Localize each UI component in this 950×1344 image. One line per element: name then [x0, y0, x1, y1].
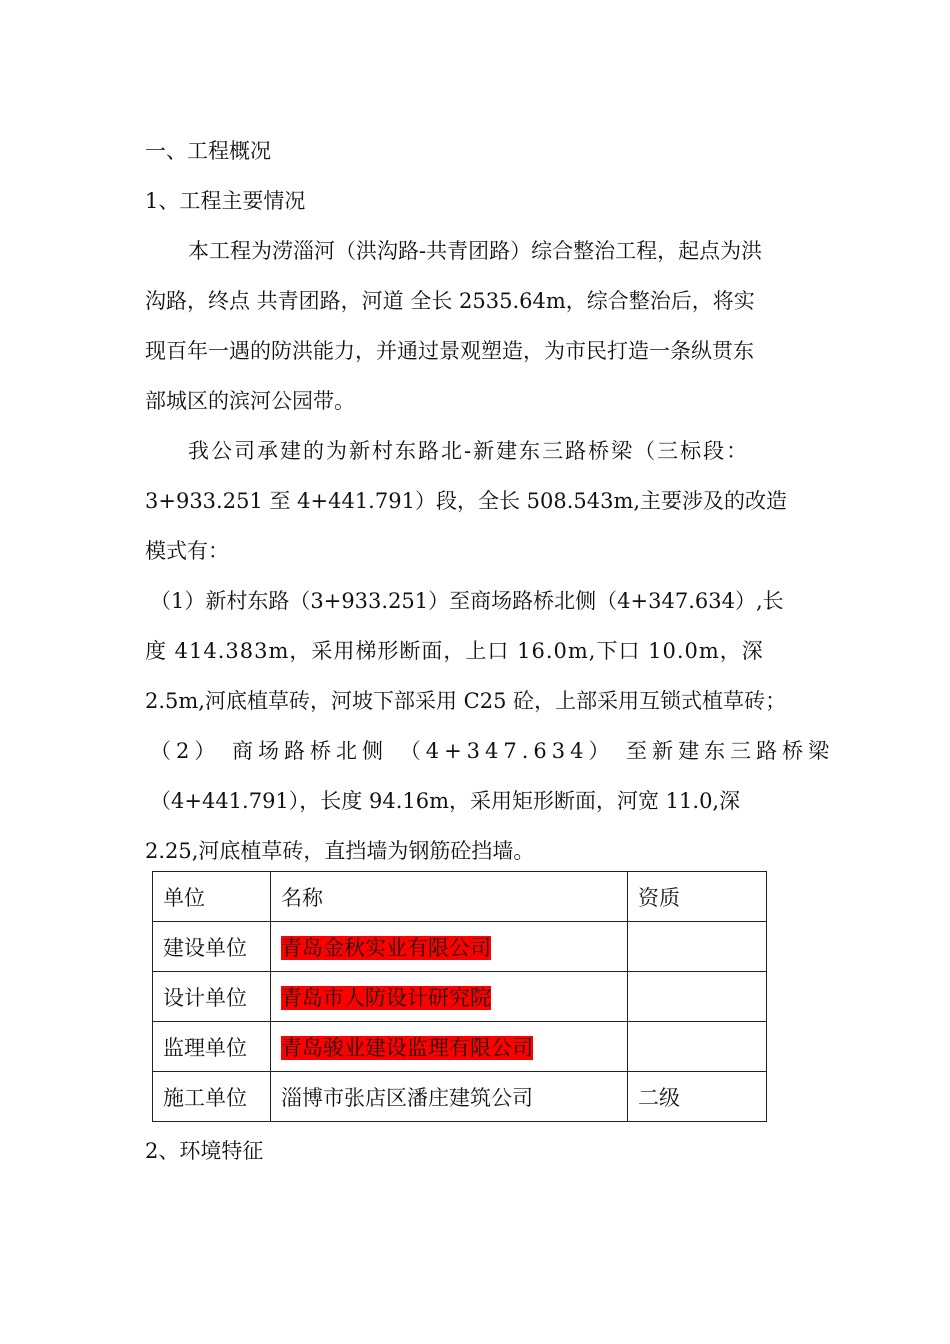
item-1-line-1: （1）新村东路（3+933.251）至商场路桥北侧（4+347.634）,长: [150, 589, 784, 613]
table-row: [153, 1072, 767, 1122]
table-header-cell: 名称: [271, 872, 628, 922]
unit-cell: 建设单位: [153, 922, 271, 972]
name-cell: [271, 972, 628, 1022]
paragraph-1-line-1: 本工程为涝淄河（洪沟路-共青团路）综合整治工程，起点为洪: [188, 239, 763, 263]
qualification-cell: [628, 922, 767, 972]
item-2-line-2: （4+441.791），长度 94.16m，采用矩形断面，河宽 11.0,深: [150, 789, 741, 813]
paragraph-1-line-2: 沟路，终点 共青团路，河道 全长 2535.64m，综合整治后，将实: [145, 289, 755, 313]
unit-cell: 施工单位: [153, 1072, 271, 1122]
paragraph-1-line-4: 部城区的滨河公园带。: [145, 389, 355, 413]
subsection-heading-2: 2、环境特征: [145, 1139, 264, 1163]
highlighted-name: 青岛市人防设计研究院: [281, 985, 491, 1010]
paragraph-2-line-3: 模式有：: [145, 539, 229, 563]
table-header-row: [153, 872, 767, 922]
paragraph-2-line-2: 3+933.251 至 4+441.791）段，全长 508.543m,主要涉及的改造: [145, 489, 788, 513]
paragraph-1-line-3: 现百年一遇的防洪能力，并通过景观塑造，为市民打造一条纵贯东: [145, 339, 754, 363]
paragraph-2-line-1: 我公司承建的为新村东路北-新建东三路桥梁（三标段：: [188, 439, 750, 463]
name-cell: [271, 922, 628, 972]
section-heading: 一、工程概况: [145, 139, 271, 163]
table-header-cell: 资质: [628, 872, 767, 922]
table-row: [153, 972, 767, 1022]
highlighted-name: 青岛骏业建设监理有限公司: [281, 1035, 533, 1060]
table-row: [153, 922, 767, 972]
unit-cell: 监理单位: [153, 1022, 271, 1072]
qualification-cell: 二级: [628, 1072, 767, 1122]
name-cell: [271, 1022, 628, 1072]
subsection-heading-1: 1、工程主要情况: [145, 189, 306, 213]
table-row: [153, 1022, 767, 1072]
item-1-line-3: 2.5m,河底植草砖，河坡下部采用 C25 砼，上部采用互锁式植草砖；: [145, 689, 787, 713]
name-cell: 淄博市张店区潘庄建筑公司: [271, 1072, 628, 1122]
item-2-line-1: （2） 商场路桥北侧 （4+347.634） 至新建东三路桥梁: [150, 739, 835, 763]
unit-cell: 设计单位: [153, 972, 271, 1022]
item-1-line-2: 度 414.383m，采用梯形断面，上口 16.0m,下口 10.0m，深: [145, 639, 764, 663]
qualification-cell: [628, 972, 767, 1022]
table-header-cell: 单位: [153, 872, 271, 922]
qualification-cell: [628, 1022, 767, 1072]
item-2-line-3: 2.25,河底植草砖，直挡墙为钢筋砼挡墙。: [145, 839, 535, 863]
highlighted-name: 青岛金秋实业有限公司: [281, 935, 491, 960]
project-units-table: [152, 871, 767, 1122]
